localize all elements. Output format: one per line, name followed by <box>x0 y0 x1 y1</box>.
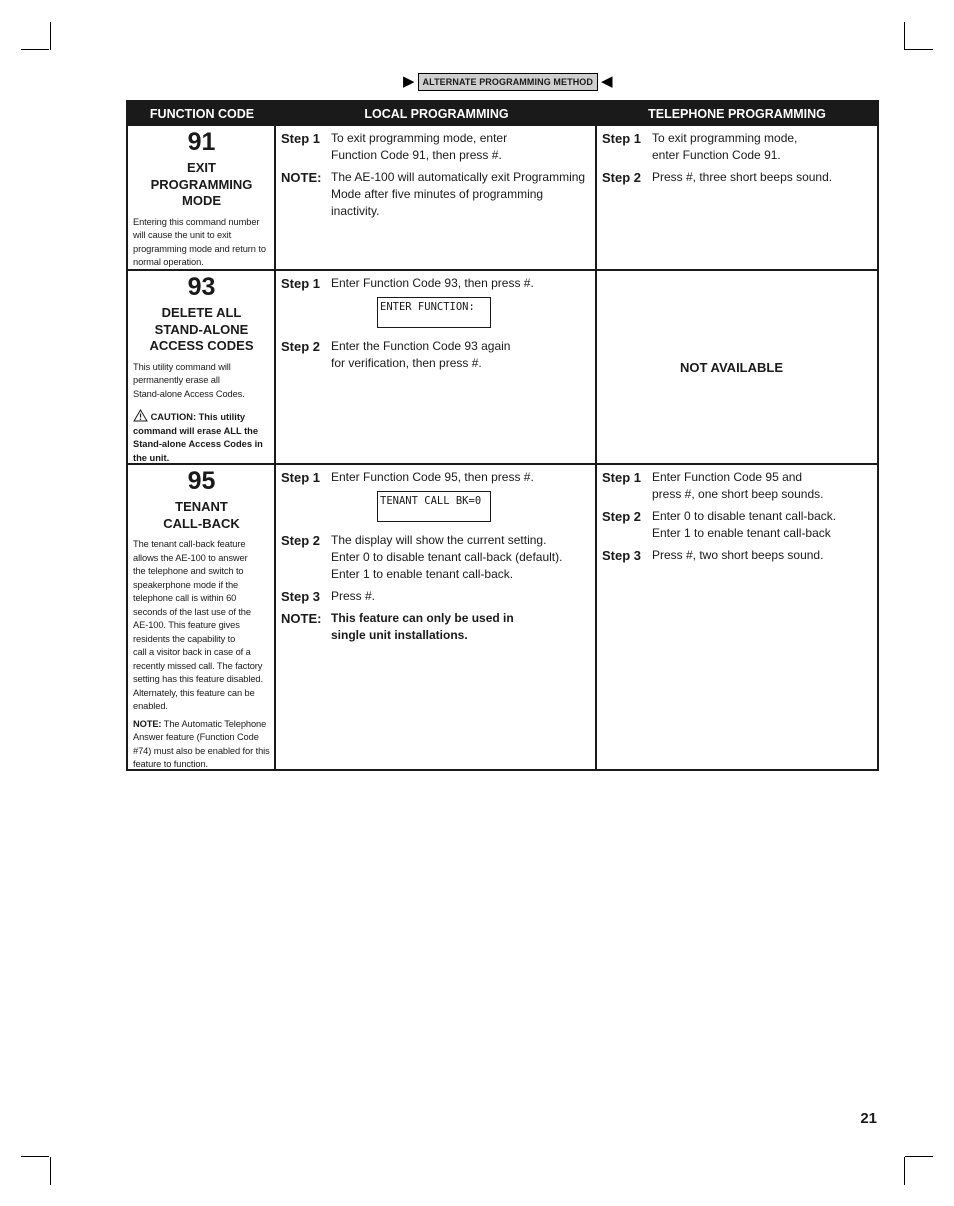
step: Step 2 The display will show the current setting. Enter 0 to disable tenant call-back (default). Enter 1 to enable tenant call-back. <box>281 533 563 581</box>
function-cell <box>128 126 276 269</box>
step: Step 3 Press #, two short beeps sound. <box>602 548 824 563</box>
caution-note: CAUTION: This utility command will erase ALL the Stand-alone Access Codes in the unit. <box>133 409 270 465</box>
section-tag-label: ALTERNATE PROGRAMMING METHOD <box>418 73 598 91</box>
step: Step 1 Enter Function Code 95 and press #, one short beep sounds. <box>602 470 824 501</box>
local-programming-cell <box>276 465 597 769</box>
function-code-table <box>126 100 879 771</box>
function-cell <box>128 271 276 463</box>
crop-mark <box>904 22 905 50</box>
crop-mark <box>21 49 49 50</box>
local-programming-cell <box>276 271 597 463</box>
step: Step 3 Press #. <box>281 589 376 604</box>
function-description: The tenant call-back feature allows the AE-100 to answer the telephone and switch to speakerphone mode if the telephone call is within 60 seconds of the last use of the AE-100. This feature gives residents the capability to call a visitor back in case of a recently missed call. The factory setting has this feature disabled. Alternately, this feature can be enabled. <box>133 539 263 711</box>
local-programming-cell <box>276 126 597 269</box>
header-function-code: FUNCTION CODE <box>149 107 255 121</box>
function-description: Entering this command number will cause the unit to exit programming mode and return to normal operation. <box>133 216 266 267</box>
crop-mark <box>21 1156 49 1157</box>
function-code: 95 <box>187 467 216 495</box>
step: Step 1 To exit programming mode, enter Function Code 91. <box>602 131 798 162</box>
function-code: 93 <box>187 273 216 301</box>
table-header <box>128 102 877 126</box>
arrow-left-icon: ◀ <box>601 73 613 90</box>
note: NOTE: The AE-100 will automatically exit Programming Mode after five minutes of programming inactivity. <box>281 170 586 218</box>
step: Step 2 Enter 0 to disable tenant call-back. Enter 1 to enable tenant call-back <box>602 509 837 540</box>
table-row <box>128 465 877 769</box>
arrow-right-icon: ▶ <box>403 73 415 90</box>
function-name: TENANT CALL-BACK <box>163 499 240 531</box>
function-code: 91 <box>187 128 216 156</box>
header-local-programming: LOCAL PROGRAMMING <box>364 107 509 121</box>
function-description: This utility command will permanently erase all Stand-alone Access Codes. <box>133 361 245 399</box>
header-telephone-programming: TELEPHONE PROGRAMMING <box>648 107 826 121</box>
function-name: EXIT PROGRAMMING MODE <box>150 160 253 208</box>
step: Step 1 Enter Function Code 95, then press #. <box>281 470 534 485</box>
crop-mark <box>905 1156 933 1157</box>
note: NOTE: This feature can only be used in single unit installations. <box>281 611 514 642</box>
telephone-programming-cell <box>597 271 877 463</box>
lcd-display: TENANT CALL BK=0 <box>377 491 491 522</box>
not-available-label: NOT AVAILABLE <box>679 359 784 375</box>
function-cell <box>128 465 276 769</box>
step: Step 1 To exit programming mode, enter Function Code 91, then press #. <box>281 131 508 162</box>
step: Step 2 Press #, three short beeps sound. <box>602 170 833 185</box>
telephone-programming-cell <box>597 465 877 769</box>
table-row <box>128 126 877 271</box>
step: Step 1 Enter Function Code 93, then press #. <box>281 276 534 291</box>
telephone-programming-cell <box>597 126 877 269</box>
function-note: NOTE: The Automatic Telephone Answer feature (Function Code #74) must also be enabled for this feature to function. <box>133 718 270 769</box>
step: Step 2 Enter the Function Code 93 again for verification, then press #. <box>281 339 511 370</box>
crop-mark <box>50 1157 51 1185</box>
page-number: 21 <box>860 1110 877 1127</box>
table-row <box>128 271 877 465</box>
section-tag <box>403 73 613 91</box>
function-name: DELETE ALL STAND-ALONE ACCESS CODES <box>149 305 254 353</box>
crop-mark <box>905 49 933 50</box>
crop-mark <box>904 1157 905 1185</box>
lcd-display: ENTER FUNCTION: <box>377 297 491 328</box>
warning-icon <box>133 409 148 422</box>
crop-mark <box>50 22 51 50</box>
